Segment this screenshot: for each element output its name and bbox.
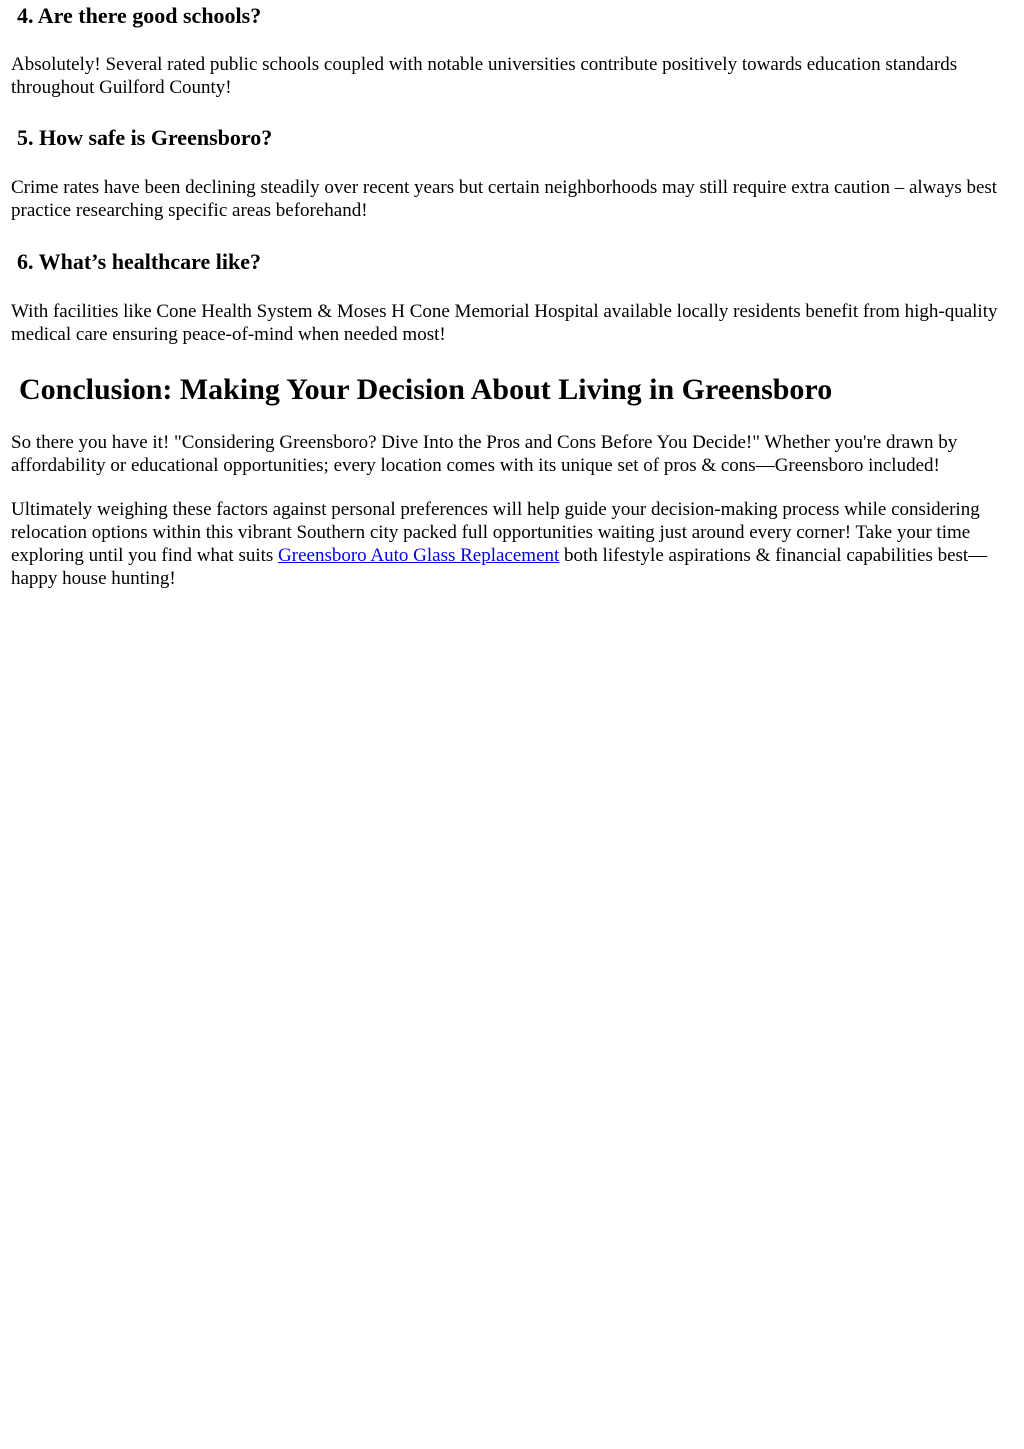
faq-answer-schools: Absolutely! Several rated public schools coupled with notable universities contribute positively towards education standards throughout Guilford County! [11, 54, 958, 98]
conclusion-paragraph-2-start: Ultimately weighing these factors against personal preferences will help guide your decision-making process while considering relocation options within this vibrant Southern city packed full opportunities waiting just around every corner! Take your time exploring until you find what suits [11, 499, 980, 566]
conclusion-heading: Conclusion: Making Your Decision About Living in Greensboro [19, 373, 833, 406]
greensboro-auto-glass-link[interactable]: Greensboro Auto Glass Replacement [278, 545, 560, 566]
faq-question-schools: 4. Are there good schools? [17, 3, 262, 28]
faq-question-safety: 5. How safe is Greensboro? [17, 125, 273, 150]
conclusion-paragraph-2 [11, 498, 1013, 590]
faq-answer-safety: Crime rates have been declining steadily over recent years but certain neighborhoods may still require extra caution – always best practice researching specific areas beforehand! [11, 177, 998, 221]
faq-question-healthcare: 6. What’s healthcare like? [17, 249, 262, 274]
article-body [0, 3, 1024, 590]
conclusion-paragraph-1: So there you have it! "Considering Greensboro? Dive Into the Pros and Cons Before You Decide!" Whether you're drawn by affordability or educational opportunities; every location comes with its unique set of pros & cons—Greensboro included! [11, 432, 958, 476]
conclusion-paragraph-2-end: both lifestyle aspirations & financial capabilities best—happy house hunting! [11, 545, 988, 589]
faq-answer-healthcare: With facilities like Cone Health System & Moses H Cone Memorial Hospital available locally residents benefit from high-quality medical care ensuring peace-of-mind when needed most! [11, 301, 998, 345]
